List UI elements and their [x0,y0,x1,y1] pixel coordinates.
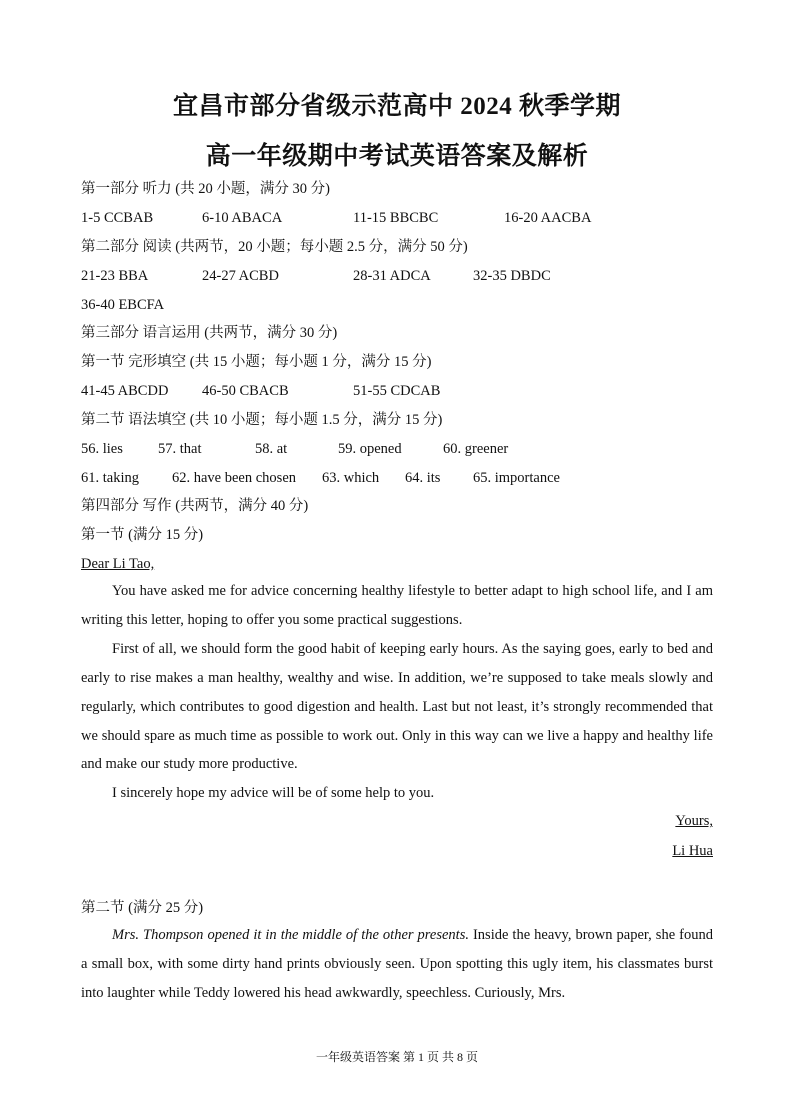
part4-section2-heading: 第二节 (满分 25 分) [81,900,204,916]
document-title-line2: 高一年级期中考试英语答案及解析 [205,143,589,170]
grammar-answer: 62. have been chosen [172,470,297,486]
part4-heading: 第四部分 写作 (共两节，满分 40 分) [81,498,309,514]
grammar-answer: 56. lies [81,441,123,457]
part3-section1-heading: 第一节 完形填空 (共 15 小题；每小题 1 分，满分 15 分) [81,354,432,370]
answer-group: 36-40 EBCFA [81,297,165,313]
letter-signature: Li Hua [672,843,713,859]
answer-group: 1-5 CCBAB [81,210,154,226]
grammar-answer: 60. greener [443,441,509,457]
grammar-answer: 63. which [322,470,380,486]
grammar-answer: 59. opened [338,441,402,457]
answer-group: 28-31 ADCA [353,268,431,284]
letter-paragraph: I sincerely hope my advice will be of some help to you. [112,785,435,802]
grammar-answer: 58. at [255,441,288,457]
answer-group: 16-20 AACBA [504,210,592,226]
story-continuation [81,921,713,1008]
story-text: Inside the heavy, brown paper, she found a small box, with some dirty hand prints obviously seen. Upon spotting this ugly item, his classmates burst into laughter while Teddy lowered his head awkwardly, speechless. Curiously, Mrs. [81,927,713,1001]
grammar-answer: 57. that [158,441,202,457]
story-given-sentence: Mrs. Thompson opened it in the middle of the other presents. [112,927,469,943]
answer-group: 51-55 CDCAB [353,383,441,399]
answer-group: 21-23 BBA [81,268,149,284]
answer-group: 46-50 CBACB [202,383,289,399]
grammar-answer: 65. importance [473,470,560,486]
letter-salutation: Dear Li Tao, [81,556,155,572]
grammar-answer: 61. taking [81,470,139,486]
letter-closing: Yours, [675,813,713,829]
document-title-line1: 宜昌市部分省级示范高中 2024 秋季学期 [172,93,621,120]
answer-group: 11-15 BBCBC [353,210,439,226]
grammar-answer: 64. its [405,470,441,486]
letter-body [81,577,713,808]
answer-group: 24-27 ACBD [202,268,279,284]
part4-section1-heading: 第一节 (满分 15 分) [81,527,204,543]
answer-group: 6-10 ABACA [202,210,283,226]
answer-group: 32-35 DBDC [473,268,551,284]
part1-heading: 第一部分 听力 (共 20 小题，满分 30 分) [81,181,330,197]
answer-group: 41-45 ABCDD [81,383,169,399]
letter-paragraph: You have asked me for advice concerning healthy lifestyle to better adapt to high school life, and I am writing this letter, hoping to offer you some practical suggestions. [81,583,713,628]
page-footer: 一年级英语答案 第 1 页 共 8 页 [315,1050,478,1064]
story-paragraph [81,921,713,1008]
part3-section2-heading: 第二节 语法填空 (共 10 小题；每小题 1.5 分，满分 15 分) [81,412,443,428]
part2-heading: 第二部分 阅读 (共两节，20 小题；每小题 2.5 分，满分 50 分) [81,239,468,255]
letter-paragraph: First of all, we should form the good habit of keeping early hours. As the saying goes, early to bed and early to rise makes a man healthy, wealthy and wise. In addition, we’re supposed to take meals slowly and regularly, which contributes to good digestion and health. Last but not least, it’s strongly recommended that we should spare as much time as possible to work out. Only in this way can we live a happy and healthy life and make our study more productive. [81,640,713,773]
part3-heading: 第三部分 语言运用 (共两节，满分 30 分) [81,325,338,341]
